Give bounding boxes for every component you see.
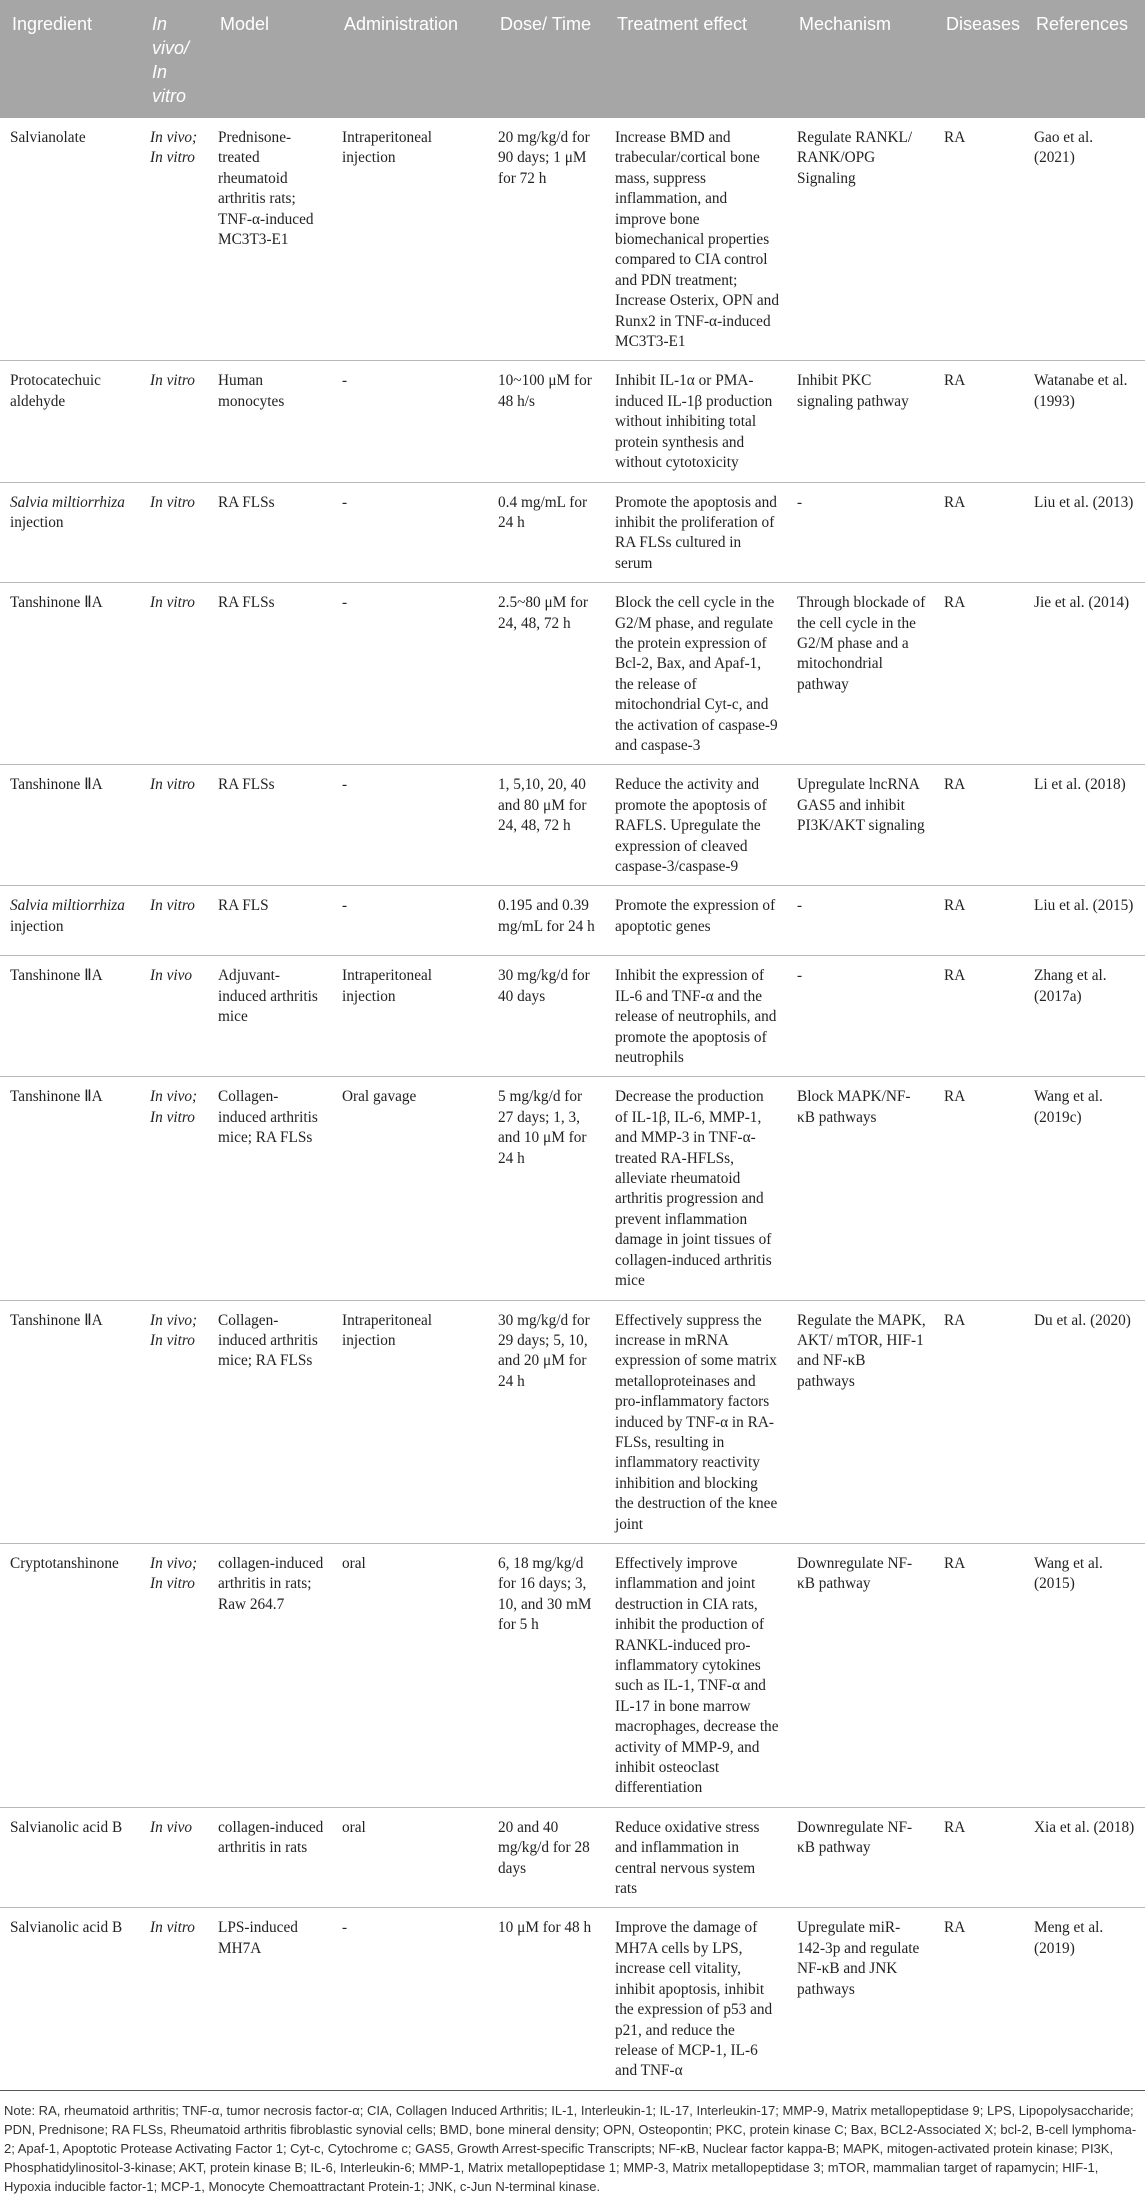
table-row (0, 583, 1145, 765)
table-header-row (0, 0, 1145, 118)
cell-dose: 5 mg/kg/d for 27 days; 1, 3, and 10 μM for 24 h (488, 1077, 605, 1300)
cell-invivo: In vivo (140, 1807, 208, 1908)
cell-invivo: In vitro (140, 765, 208, 886)
cell-ingredient: Tanshinone ⅡA (0, 1077, 140, 1300)
table-row (0, 1908, 1145, 2090)
cell-model: Prednisone-treated rheumatoid arthritis rats; TNF-α-induced MC3T3-E1 (208, 118, 332, 361)
cell-diseases: RA (934, 1807, 1024, 1908)
cell-diseases: RA (934, 886, 1024, 956)
cell-administration: oral (332, 1807, 488, 1908)
cell-ingredient: Tanshinone ⅡA (0, 1300, 140, 1543)
cell-administration: - (332, 482, 488, 583)
cell-diseases: RA (934, 482, 1024, 583)
cell-ingredient: Protocatechuic aldehyde (0, 361, 140, 482)
cell-model: RA FLSs (208, 583, 332, 765)
cell-ingredient: Salvianolic acid B (0, 1807, 140, 1908)
cell-references: Jie et al. (2014) (1024, 583, 1145, 765)
column-header-invivo: In vivo/ In vitro (140, 0, 208, 118)
cell-dose: 0.4 mg/mL for 24 h (488, 482, 605, 583)
cell-ingredient: Tanshinone ⅡA (0, 956, 140, 1077)
cell-effect: Decrease the production of IL-1β, IL-6, MMP-1, and MMP-3 in TNF-α-treated RA-HFLSs, alleviate rheumatoid arthritis progression and prevent inflammation damage in joint tissues of collagen-induced arthritis mice (605, 1077, 787, 1300)
table-row (0, 482, 1145, 583)
table-row (0, 1807, 1145, 1908)
cell-invivo: In vitro (140, 482, 208, 583)
cell-invivo: In vivo (140, 956, 208, 1077)
cell-invivo: In vitro (140, 886, 208, 956)
cell-mechanism: - (787, 956, 934, 1077)
table-row (0, 1300, 1145, 1543)
table-row (0, 1543, 1145, 1807)
cell-references: Wang et al. (2019c) (1024, 1077, 1145, 1300)
cell-administration: oral (332, 1543, 488, 1807)
cell-administration: - (332, 886, 488, 956)
cell-dose: 10 μM for 48 h (488, 1908, 605, 2090)
cell-invivo: In vivo; In vitro (140, 118, 208, 361)
cell-diseases: RA (934, 1300, 1024, 1543)
cell-administration: - (332, 1908, 488, 2090)
table-row (0, 361, 1145, 482)
cell-references: Watanabe et al. (1993) (1024, 361, 1145, 482)
cell-model: Human monocytes (208, 361, 332, 482)
column-header-administration: Administration (332, 0, 488, 118)
column-header-references: References (1024, 0, 1145, 118)
cell-administration: - (332, 583, 488, 765)
cell-model: RA FLS (208, 886, 332, 956)
cell-references: Zhang et al. (2017a) (1024, 956, 1145, 1077)
cell-mechanism: Upregulate lncRNA GAS5 and inhibit PI3K/AKT signaling (787, 765, 934, 886)
cell-references: Liu et al. (2013) (1024, 482, 1145, 583)
table-body (0, 118, 1145, 2090)
cell-references: Gao et al. (2021) (1024, 118, 1145, 361)
cell-effect: Promote the expression of apoptotic genes (605, 886, 787, 956)
cell-mechanism: - (787, 886, 934, 956)
cell-mechanism: - (787, 482, 934, 583)
column-header-mechanism: Mechanism (787, 0, 934, 118)
cell-effect: Improve the damage of MH7A cells by LPS, increase cell vitality, inhibit apoptosis, inhibit the expression of p53 and p21, and reduce the release of MCP-1, IL-6 and TNF-α (605, 1908, 787, 2090)
cell-invivo: In vivo; In vitro (140, 1543, 208, 1807)
cell-model: LPS-induced MH7A (208, 1908, 332, 2090)
cell-dose: 30 mg/kg/d for 40 days (488, 956, 605, 1077)
cell-diseases: RA (934, 765, 1024, 886)
cell-diseases: RA (934, 1543, 1024, 1807)
cell-model: RA FLSs (208, 765, 332, 886)
column-header-diseases: Diseases (934, 0, 1024, 118)
cell-dose: 10~100 μM for 48 h/s (488, 361, 605, 482)
cell-effect: Inhibit IL-1α or PMA-induced IL-1β production without inhibiting total protein synthesis and without cytotoxicity (605, 361, 787, 482)
cell-effect: Effectively suppress the increase in mRNA expression of some matrix metalloproteinases and pro-inflammatory factors induced by TNF-α in RA-FLSs, resulting in inflammatory reactivity inhibition and blocking the destruction of the knee joint (605, 1300, 787, 1543)
cell-mechanism: Through blockade of the cell cycle in the G2/M phase and a mitochondrial pathway (787, 583, 934, 765)
cell-effect: Promote the apoptosis and inhibit the proliferation of RA FLSs cultured in serum (605, 482, 787, 583)
cell-dose: 20 and 40 mg/kg/d for 28 days (488, 1807, 605, 1908)
cell-mechanism: Downregulate NF-κB pathway (787, 1543, 934, 1807)
cell-invivo: In vivo; In vitro (140, 1077, 208, 1300)
cell-references: Liu et al. (2015) (1024, 886, 1145, 956)
cell-model: collagen-induced arthritis in rats; Raw 264.7 (208, 1543, 332, 1807)
cell-dose: 20 mg/kg/d for 90 days; 1 μM for 72 h (488, 118, 605, 361)
cell-mechanism: Upregulate miR-142-3p and regulate NF-κB and JNK pathways (787, 1908, 934, 2090)
cell-effect: Reduce oxidative stress and inflammation in central nervous system rats (605, 1807, 787, 1908)
cell-ingredient: Salvianolic acid B (0, 1908, 140, 2090)
cell-mechanism: Regulate the MAPK, AKT/ mTOR, HIF-1 and NF-κB pathways (787, 1300, 934, 1543)
cell-model: collagen-induced arthritis in rats (208, 1807, 332, 1908)
cell-references: Meng et al. (2019) (1024, 1908, 1145, 2090)
cell-diseases: RA (934, 361, 1024, 482)
cell-effect: Inhibit the expression of IL-6 and TNF-α and the release of neutrophils, and promote the apoptosis of neutrophils (605, 956, 787, 1077)
cell-model: RA FLSs (208, 482, 332, 583)
cell-invivo: In vitro (140, 583, 208, 765)
cell-diseases: RA (934, 583, 1024, 765)
cell-ingredient: Tanshinone ⅡA (0, 765, 140, 886)
cell-dose: 6, 18 mg/kg/d for 16 days; 3, 10, and 30 mM for 5 h (488, 1543, 605, 1807)
cell-model: Collagen-induced arthritis mice; RA FLSs (208, 1077, 332, 1300)
cell-effect: Effectively improve inflammation and joint destruction in CIA rats, inhibit the production of RANKL-induced pro-inflammatory cytokines such as IL-1, TNF-α and IL-17 in bone marrow macrophages, decrease the activity of MMP-9, and inhibit osteoclast differentiation (605, 1543, 787, 1807)
cell-administration: Oral gavage (332, 1077, 488, 1300)
cell-diseases: RA (934, 956, 1024, 1077)
cell-ingredient: Cryptotanshinone (0, 1543, 140, 1807)
cell-references: Li et al. (2018) (1024, 765, 1145, 886)
cell-diseases: RA (934, 118, 1024, 361)
cell-administration: Intraperitoneal injection (332, 956, 488, 1077)
cell-administration: Intraperitoneal injection (332, 118, 488, 361)
cell-model: Collagen-induced arthritis mice; RA FLSs (208, 1300, 332, 1543)
table-row (0, 1077, 1145, 1300)
cell-ingredient: Salvia miltiorrhiza injection (0, 886, 140, 956)
table-row (0, 956, 1145, 1077)
table-row (0, 118, 1145, 361)
column-header-ingredient: Ingredient (0, 0, 140, 118)
cell-ingredient: Salvianolate (0, 118, 140, 361)
cell-references: Xia et al. (2018) (1024, 1807, 1145, 1908)
cell-effect: Increase BMD and trabecular/cortical bone mass, suppress inflammation, and improve bone biomechanical properties compared to CIA control and PDN treatment; Increase Osterix, OPN and Runx2 in TNF-α-induced MC3T3-E1 (605, 118, 787, 361)
cell-invivo: In vivo; In vitro (140, 1300, 208, 1543)
cell-dose: 1, 5,10, 20, 40 and 80 μM for 24, 48, 72 h (488, 765, 605, 886)
cell-diseases: RA (934, 1077, 1024, 1300)
cell-mechanism: Downregulate NF-κB pathway (787, 1807, 934, 1908)
cell-ingredient: Salvia miltiorrhiza injection (0, 482, 140, 583)
cell-dose: 30 mg/kg/d for 29 days; 5, 10, and 20 μM for 24 h (488, 1300, 605, 1543)
cell-invivo: In vitro (140, 1908, 208, 2090)
table-row (0, 765, 1145, 886)
cell-references: Du et al. (2020) (1024, 1300, 1145, 1543)
cell-administration: Intraperitoneal injection (332, 1300, 488, 1543)
column-header-dose: Dose/ Time (488, 0, 605, 118)
cell-ingredient: Tanshinone ⅡA (0, 583, 140, 765)
cell-invivo: In vitro (140, 361, 208, 482)
cell-dose: 0.195 and 0.39 mg/mL for 24 h (488, 886, 605, 956)
cell-mechanism: Block MAPK/NF-κB pathways (787, 1077, 934, 1300)
cell-references: Wang et al. (2015) (1024, 1543, 1145, 1807)
table-row (0, 886, 1145, 956)
cell-effect: Block the cell cycle in the G2/M phase, and regulate the protein expression of Bcl-2, Bax, and Apaf-1, the release of mitochondrial Cyt-c, and the activation of caspase-9 and caspase-3 (605, 583, 787, 765)
cell-mechanism: Inhibit PKC signaling pathway (787, 361, 934, 482)
column-header-model: Model (208, 0, 332, 118)
cell-diseases: RA (934, 1908, 1024, 2090)
cell-administration: - (332, 765, 488, 886)
cell-model: Adjuvant-induced arthritis mice (208, 956, 332, 1077)
cell-administration: - (332, 361, 488, 482)
cell-mechanism: Regulate RANKL/ RANK/OPG Signaling (787, 118, 934, 361)
table-footnote: Note: RA, rheumatoid arthritis; TNF-α, tumor necrosis factor-α; CIA, Collagen Induced Arthritis; IL-1, Interleukin-1; IL-17, Interleukin-17; MMP-9, Matrix metallopeptidase 9; LPS, Lipopolysaccharide; PDN, Prednisone; RA FLSs, Rheumatoid arthritis fibroblastic synovial cells; BMD, bone mineral density; OPN, Osteopontin; PKC, protein kinase C; Bax, BCL2-Associated X; bcl-2, B-cell lymphoma-2; Apaf-1, Apoptotic Protease Activating Factor 1; Cyt-c, Cytochrome c; GAS5, Growth Arrest-specific Transcripts; NF-κB, Nuclear factor kappa-B; MAPK, mitogen-activated protein kinase; PI3K, Phosphatidylinositol-3-kinase; AKT, protein kinase B; IL-6, Interleukin-6; MMP-1, Matrix metallopeptidase 1; MMP-3, Matrix metallopeptidase 3; mTOR, mammalian target of rapamycin; HIF-1, Hypoxia inducible factor-1; MCP-1, Monocyte Chemoattractant Protein-1; JNK, c-Jun N-terminal kinase. (4, 2102, 1137, 2194)
cell-dose: 2.5~80 μM for 24, 48, 72 h (488, 583, 605, 765)
cell-effect: Reduce the activity and promote the apoptosis of RAFLS. Upregulate the expression of cleaved caspase-3/caspase-9 (605, 765, 787, 886)
column-header-effect: Treatment effect (605, 0, 787, 118)
